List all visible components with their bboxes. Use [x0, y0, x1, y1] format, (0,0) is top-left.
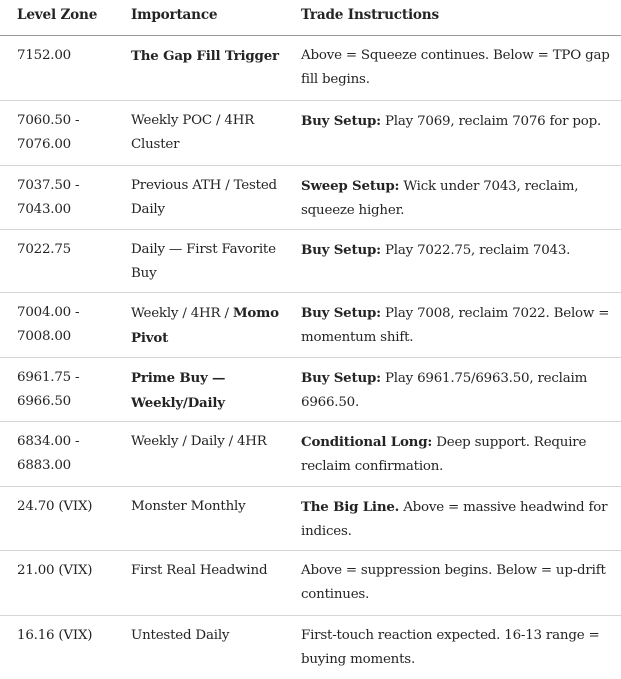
body-text: First-touch reaction expected. 16-13 range = buying moments. [301, 628, 600, 667]
body-text: Previous ATH / Tested Daily [131, 178, 277, 217]
level-zone-cell: 6961.75 - 6966.50 [17, 370, 80, 409]
importance-cell [131, 101, 301, 165]
body-text: Untested Daily [131, 628, 230, 643]
emphasis-text: The Big Line. [301, 499, 400, 515]
emphasis-text: Buy Setup: [301, 305, 381, 321]
body-text: Above = suppression begins. Below = up-drift continues. [301, 563, 606, 602]
body-text: Play 7022.75, reclaim 7043. [380, 243, 571, 258]
trade-instructions-cell [301, 230, 621, 292]
body-text: Play 7069, reclaim 7076 for pop. [380, 114, 602, 129]
emphasis-text: Conditional Long: [301, 434, 433, 450]
emphasis-text: The Gap Fill Trigger [131, 48, 279, 64]
trade-instructions-cell [301, 551, 621, 615]
level-zone-cell: 24.70 (VIX) [17, 499, 93, 514]
body-text: Play 6961.75/6963.50, reclaim 6966.50. [301, 371, 588, 410]
emphasis-text: Buy Setup: [301, 242, 381, 258]
emphasis-text: Sweep Setup: [301, 178, 400, 194]
importance-cell [131, 230, 301, 292]
body-text: Wick under 7043, reclaim, squeeze higher. [301, 179, 579, 218]
importance-cell [131, 487, 301, 550]
table-row [0, 551, 621, 616]
importance-cell [131, 616, 301, 679]
body-text: Above = Squeeze continues. Below = TPO gap fill begins. [301, 48, 610, 87]
emphasis-text: Momo Pivot [131, 305, 279, 346]
header-trade-instructions: Trade Instructions [301, 7, 439, 23]
trade-instructions-cell [301, 36, 621, 100]
table-row [0, 293, 621, 358]
table-row [0, 358, 621, 422]
table-row [0, 616, 621, 679]
table-row [0, 487, 621, 551]
table-row [0, 101, 621, 166]
body-text: Weekly / 4HR / [131, 306, 233, 321]
trade-instructions-cell [301, 293, 621, 357]
table-row [0, 230, 621, 293]
table-row [0, 422, 621, 487]
importance-cell [131, 422, 301, 486]
level-zone-cell: 7004.00 - 7008.00 [17, 305, 80, 344]
emphasis-text: Buy Setup: [301, 370, 381, 386]
trade-instructions-cell [301, 422, 621, 486]
body-text: Deep support. Require reclaim confirmation. [301, 435, 587, 474]
importance-cell [131, 551, 301, 615]
body-text: Monster Monthly [131, 499, 246, 514]
body-text: Weekly / Daily / 4HR [131, 434, 267, 449]
emphasis-text: Buy Setup: [301, 113, 381, 129]
body-text: First Real Headwind [131, 563, 268, 578]
body-text: Weekly POC / 4HR Cluster [131, 113, 255, 152]
table-body [0, 36, 621, 679]
level-zone-cell: 16.16 (VIX) [17, 628, 93, 643]
table-row [0, 166, 621, 230]
level-zone-cell: 7152.00 [17, 48, 71, 63]
level-zone-cell: 21.00 (VIX) [17, 563, 93, 578]
trade-instructions-cell [301, 487, 621, 550]
trade-instructions-cell [301, 101, 621, 165]
importance-cell [131, 166, 301, 229]
level-zone-cell: 7037.50 - 7043.00 [17, 178, 80, 217]
table-header-row [0, 0, 621, 36]
trade-instructions-cell [301, 616, 621, 679]
importance-cell [131, 358, 301, 421]
level-zone-cell: 7060.50 - 7076.00 [17, 113, 80, 152]
table-row [0, 36, 621, 101]
trade-instructions-cell [301, 166, 621, 229]
header-level-zone: Level Zone [17, 7, 98, 23]
body-text: Daily — First Favorite Buy [131, 242, 276, 281]
level-zone-cell: 6834.00 - 6883.00 [17, 434, 80, 473]
body-text: Play 7008, reclaim 7022. Below = momentum shift. [301, 306, 610, 345]
importance-cell [131, 36, 301, 100]
trade-instructions-cell [301, 358, 621, 421]
importance-cell [131, 293, 301, 357]
body-text: Above = massive headwind for indices. [301, 500, 608, 539]
header-importance: Importance [131, 7, 218, 23]
emphasis-text: Prime Buy — Weekly/Daily [131, 370, 226, 411]
level-zone-cell: 7022.75 [17, 242, 71, 257]
